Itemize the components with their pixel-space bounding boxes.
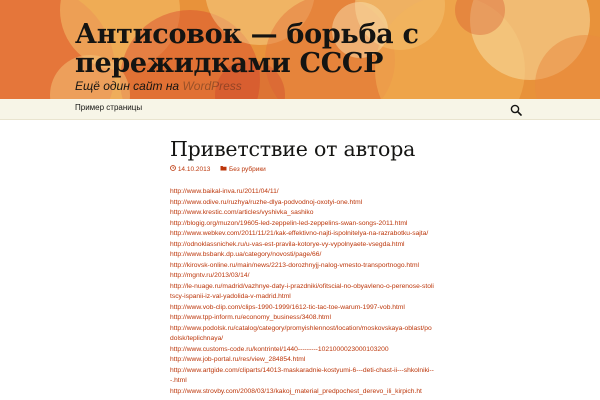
search-icon[interactable]: [510, 103, 522, 115]
site-header: [0, 0, 600, 99]
post-category[interactable]: [220, 166, 266, 173]
content-link[interactable]: http://www.vob-clip.com/clips-1990-1999/1612-tic-tac-toe-warum-1997-vob.html: [170, 303, 405, 311]
clock-icon: [170, 165, 176, 171]
content-link[interactable]: http://www.strovby.com/2008/03/13/kakoj_material_predpochest_derevo_ili_kirpich.ht: [170, 387, 422, 395]
tagline-text: Ещё один сайт на: [75, 79, 180, 93]
content-link[interactable]: http://www.odive.ru/ruzhya/ruzhe-dlya-podvodnoj-oxotyi-one.html: [170, 198, 363, 206]
content-link[interactable]: http://odnoklassnichek.ru/u-vas-est-pravila-kotorye-vy-vypolnyaete-vsegda.html: [170, 240, 405, 248]
content-link[interactable]: http://www.krestic.com/articles/vyshivka_sashiko: [170, 209, 314, 216]
content-link[interactable]: http://www.bsbank.dp.ua/category/novosti/page/66/: [170, 251, 322, 258]
site-tagline: [75, 79, 242, 93]
post-date-text: 14.10.2013: [177, 165, 211, 173]
post-content: [170, 187, 435, 397]
content-link[interactable]: http://kirovsk-online.ru/main/news/2213-dorozhnyjj-nalog-vmesto-transportnogo.html: [170, 261, 420, 269]
content-link[interactable]: http://www.baikal-inva.ru/2011/04/11/: [170, 188, 279, 195]
folder-icon: [220, 165, 227, 171]
content-link[interactable]: http://www.artgide.com/cliparts/14013-maskaradnie-kostyumi-6---deti-chast-ii---shkolniki---.html: [170, 366, 434, 384]
content-link[interactable]: http://www.tpp-inform.ru/economy_business/3408.html: [170, 314, 331, 321]
content-link[interactable]: http://mgntv.ru/2013/03/14/: [170, 272, 250, 279]
content-link[interactable]: http://www.webkev.com/2011/11/21/kak-effektivno-najti-ispolnitelya-na-razrabotku-sajta/: [170, 230, 429, 237]
content-link[interactable]: http://le-nuage.ru/madrid/vazhnye-daty-i-prazdniki/ofitscial-no-obyavleno-o-perenose-stolitscy-ispanii-iz-val-yadolida-v-madrid.html: [170, 282, 434, 300]
content-link[interactable]: http://blogig.org/muzon/19605-led-zeppelin-led-zeppelins-swan-songs-2011.html: [170, 219, 408, 227]
post-date[interactable]: [170, 166, 212, 173]
site-title[interactable]: Антисовок — борьба с пережидками СССР: [75, 19, 419, 79]
content-link[interactable]: http://www.job-portal.ru/res/view_284854.html: [170, 356, 306, 363]
tagline-wordpress: WordPress: [182, 79, 242, 93]
content-link[interactable]: http://www.podolsk.ru/catalog/category/promyishlennost/location/moskovskaya-oblast/podolsk/teplichnaya/: [170, 324, 432, 342]
main-navigation: [0, 99, 600, 120]
post-title[interactable]: Приветствие от автора: [170, 137, 416, 161]
post-meta: [170, 165, 274, 173]
nav-item-sample-page[interactable]: Пример страницы: [75, 103, 143, 112]
content-link[interactable]: http://www.customs-code.ru/kontrintel/1440---------1021000023000103200: [170, 345, 389, 353]
post-category-text: Без рубрики: [228, 165, 266, 173]
